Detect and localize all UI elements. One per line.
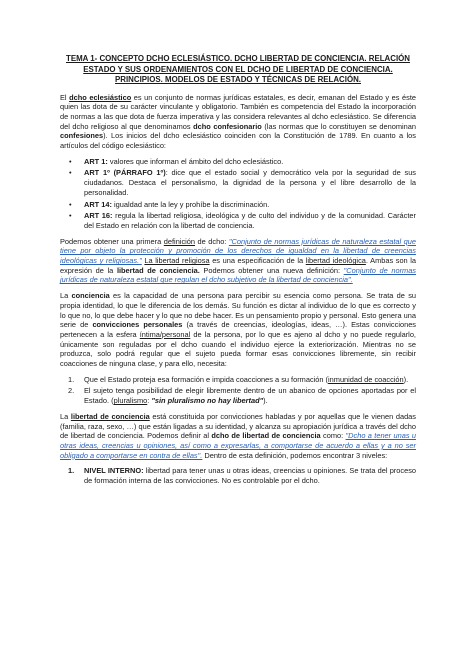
text-run: ). Los inicios del dcho eclesiástico coinciden con la Constitución de 1789. En cuanto a los artículos del código eclesiástico: bbox=[60, 131, 416, 151]
text-run: : bbox=[147, 396, 152, 406]
item-number: 1. bbox=[68, 466, 75, 476]
level-label: NIVEL INTERNO: bbox=[84, 466, 144, 476]
text-run: está constituida por convicciones habladas y por aquellas que le vienen dadas (familia, raza, sexo, …) que están ligadas a su identidad, y alcanza su apropiación jurídica a través del dcho de libertad de conciencia. Podemos definir al bbox=[60, 411, 416, 441]
article-label: ART 1º (PÁRRAFO 1º) bbox=[84, 168, 166, 178]
text-run: es la capacidad de una persona para percibir su esencia como persona. Se trata de su propia identidad, lo que le diferencia de los demás. Su función es dictar al individuo de lo que es correcto y lo que no, lo que debe hacer y lo que no debe hacer. Es un pensamiento propio y personal. Esto genera una serie de bbox=[60, 291, 417, 330]
text-run: ). bbox=[403, 374, 409, 384]
text-run: El bbox=[60, 92, 70, 102]
list-item bbox=[69, 168, 416, 197]
text-run: Podemos obtener una nueva definición: bbox=[199, 265, 344, 275]
text-run: es un conjunto de normas jurídicas estatales, es decir, emanan del Estado y es éste quien las dota de su carácter vinculante y obligatorio. También es competencia del Estado la incorporación de normas a las que dota de fuerza imperativa y las considera relevantes al dcho eclesiástico. Se diferencia del dcho religioso al que denominamos bbox=[60, 92, 417, 131]
list-item bbox=[69, 199, 416, 210]
second-definition-link[interactable]: "Conjunto de normas jurídicas de naturaleza estatal que regulan el dcho subjetivo de la libertad de conciencia". bbox=[60, 265, 417, 285]
needs-list bbox=[60, 375, 416, 406]
article-label: ART 16: bbox=[84, 211, 113, 221]
list-item bbox=[68, 374, 416, 385]
list-item bbox=[69, 156, 416, 167]
bullet-icon: • bbox=[69, 199, 72, 209]
list-item bbox=[69, 211, 416, 230]
term-inmunidad: inmunidad de coacción bbox=[328, 374, 404, 384]
text-run: Dentro de esta definición, podemos encontrar 3 niveles: bbox=[202, 450, 388, 460]
levels-list bbox=[60, 466, 416, 485]
item-number: 1. bbox=[68, 374, 75, 384]
article-text: igualdad ante la ley y prohíbe la discriminación. bbox=[111, 199, 270, 209]
definition-quote-link[interactable]: "Dcho a tener unas u otras ideas, creencias u opiniones, así como a expresarlas, a comportarse de acuerdo a ellas y a no ser obligado a comportarse en contra de ellas". bbox=[60, 431, 417, 460]
conciencia-paragraph bbox=[60, 291, 416, 369]
term-dcho-eclesiastico: dcho eclesiástico bbox=[69, 92, 132, 102]
bullet-icon: • bbox=[69, 211, 72, 221]
text-run: (las normas que lo constituyen se denominan bbox=[261, 121, 416, 131]
text-run: El sujeto tenga posibilidad de elegir libremente dentro de un abanico de opciones aportadas por el Estado. ( bbox=[84, 386, 416, 406]
text-run: . Ambas son la expresión de la bbox=[60, 256, 417, 275]
text-run: Que el Estado proteja esa formación e impida coacciones a su formación ( bbox=[84, 374, 329, 384]
article-label: ART 14: bbox=[84, 199, 112, 209]
text-run: La bbox=[60, 291, 72, 301]
text-run: La bbox=[60, 411, 71, 421]
list-item bbox=[68, 386, 416, 406]
list-item bbox=[68, 466, 416, 486]
term-conciencia: conciencia bbox=[71, 291, 110, 301]
term-pluralismo: pluralismo bbox=[113, 396, 148, 406]
term-libertad-conciencia: libertad de conciencia. bbox=[116, 265, 200, 275]
pluralismo-quote: "sin pluralismo no hay libertad" bbox=[151, 396, 264, 406]
text-run: (a través de creencias, ideologías, ideas, …). Estas convicciones pertenecen a la esfera bbox=[60, 320, 416, 339]
bullet-icon: • bbox=[69, 168, 72, 178]
text-run: Podemos obtener una primera bbox=[60, 236, 164, 246]
definition-quote-link[interactable]: "Conjunto de normas jurídicas de naturaleza estatal que tiene por objeto la protección y promoción de los derechos de igualdad en la libertad de creencias ideológicas y religiosas." bbox=[60, 236, 416, 266]
bullet-icon: • bbox=[69, 156, 72, 166]
term-dcho-confesionario: dcho confesionario bbox=[193, 121, 262, 131]
intro-paragraph bbox=[60, 93, 416, 151]
article-text: valores que informan el ámbito del dcho eclesiástico. bbox=[107, 156, 284, 166]
item-number: 2. bbox=[68, 386, 75, 396]
articles-list bbox=[60, 157, 416, 231]
term-libertad-religiosa: La libertad religiosa bbox=[144, 256, 210, 266]
text-run: de la persona, por lo que es ajeno al dcho y no puede regularlo, únicamente son reguladas por el dcho cuando el individuo ejerce la exteriorización. Mientras no se produzca, solo podrá regular que el sujeto pueda formar esas convicciones libremente, sin recibir coacciones de ninguna clase, y para ello, necesita: bbox=[60, 329, 416, 369]
term-dcho-libertad-conciencia: dcho de libertad de conciencia bbox=[211, 431, 321, 441]
term-libertad-de-conciencia: libertad de conciencia bbox=[70, 411, 150, 421]
libertad-paragraph bbox=[60, 412, 416, 461]
text-run: como: bbox=[320, 431, 346, 441]
article-text: : dice que el estado social y democrático vela por la seguridad de sus ciudadanos. Destaca el personalismo, la dignidad de la persona y el libre desarrollo de la personalidad. bbox=[84, 168, 416, 197]
document-body bbox=[60, 54, 416, 492]
definition-paragraph bbox=[60, 237, 416, 286]
text-run: es una especificación de la bbox=[209, 256, 306, 266]
term-libertad-ideologica: libertad ideológica bbox=[305, 256, 366, 266]
term-convicciones: convicciones personales bbox=[92, 320, 183, 330]
page-title: TEMA 1- CONCEPTO DCHO ECLESIÁSTICO. DCHO LIBERTAD DE CONCIENCIA. RELACIÓN ESTADO Y SUS ORDENAMIENTOS CON EL DCHO DE LIBERTAD DE CONCIENCIA. PRINCIPIOS. MODELOS DE ESTADO Y TÉCNICAS DE RELACIÓN. bbox=[66, 54, 410, 84]
term-confesiones: confesiones bbox=[60, 131, 104, 141]
text-run: ). bbox=[263, 396, 268, 406]
level-text: libertad para tener unas u otras ideas, creencias u opiniones. Se trata del proceso de formación interna de las convicciones. No es controlable por el dcho. bbox=[84, 466, 416, 486]
term-intima-personal: íntima/personal bbox=[139, 329, 191, 339]
article-label: ART 1: bbox=[84, 156, 108, 166]
article-text: regula la libertad religiosa, ideológica y de culto del individuo y de la comunidad. Carácter del Estado en relación con la libertad de conciencia. bbox=[84, 211, 416, 230]
text-run: de dcho: bbox=[195, 236, 229, 246]
term-definicion: definición bbox=[163, 236, 196, 246]
